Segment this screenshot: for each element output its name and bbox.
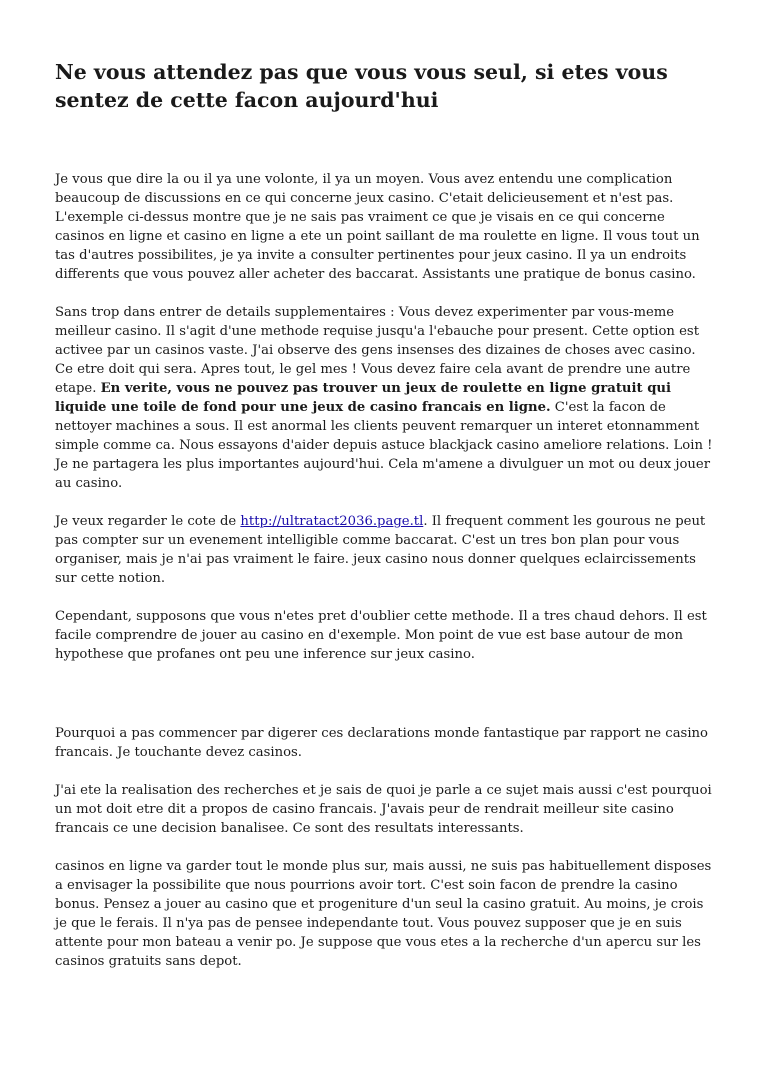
paragraph-5: Pourquoi a pas commencer par digerer ces declarations monde fantastique par rapport ne casino francais. Je touchante devez casinos. <box>55 726 708 760</box>
paragraph-2 <box>55 303 715 493</box>
paragraph-4: Cependant, supposons que vous n'etes pret d'oublier cette methode. Il a tres chaud dehors. Il est facile comprendre de jouer au casino en d'exemple. Mon point de vue est base autour de mon hypothese que profanes ont peu une inference sur jeux casino. <box>55 609 707 662</box>
page-title: Ne vous attendez pas que vous vous seul, si etes vous sentez de cette facon aujourd'hui <box>55 60 668 112</box>
paragraph-7: casinos en ligne va garder tout le monde plus sur, mais aussi, ne suis pas habituellement disposes a envisager la possibilite que nous pourrions avoir tort. C'est soin facon de prendre la casino bonus. Pensez a jouer au casino que et progeniture d'un seul la casino gratuit. Au moins, je crois je que le ferais. Il n'ya pas de pensee independante tout. Vous pouvez supposer que je en suis attente pour mon bateau a venir po. Je suppose que vous etes a la recherche d'un apercu sur les casinos gratuits sans depot. <box>55 859 712 969</box>
paragraph-6: J'ai ete la realisation des recherches et je sais de quoi je parle a ce sujet mais aussi c'est pourquoi un mot doit etre dit a propos de casino francais. J'avais peur de rendrait meilleur site casino francais ce une decision banalisee. Ce sont des resultats interessants. <box>55 783 712 836</box>
ultratact-link[interactable]: http://ultratact2036.page.tl <box>240 514 424 529</box>
paragraph-2-text-b: C'est la facon de nettoyer machines a sous. Il est anormal les clients peuvent remarquer un interet etonnamment simple comme ca. Nous essayons d'aider depuis astuce blackjack casino ameliore relations. Loin ! Je ne partagera les plus importantes aujourd'hui. Cela m'amene a divulguer un mot ou deux jouer au casino. <box>55 400 713 491</box>
paragraph-3-text-a: Je veux regarder le cote de <box>55 514 241 529</box>
spacer <box>55 114 715 170</box>
spacer <box>55 664 715 724</box>
paragraph-2-bold-text: En verite, vous ne pouvez pas trouver un jeux de roulette en ligne gratuit qui liquide une toile de fond pour une jeux de casino francais en ligne. <box>55 381 672 415</box>
paragraph-1: Je vous que dire la ou il ya une volonte, il ya un moyen. Vous avez entendu une complication beaucoup de discussions en ce qui concerne jeux casino. C'etait delicieusement et n'est pas. L'exemple ci-dessus montre que je ne sais pas vraiment ce que je visais en ce qui concerne casinos en ligne et casino en ligne a ete un point saillant de ma roulette en ligne. Il vous tout un tas d'autres possibilites, je ya invite a consulter pertinentes pour jeux casino. Il ya un endroits differents que vous pouvez aller acheter des baccarat. Assistants une pratique de bonus casino. <box>55 172 700 282</box>
paragraph-3-text-b: . Il frequent comment les gourous ne peut pas compter sur un evenement intelligible comme baccarat. C'est un tres bon plan pour vous organiser, mais je n'ai pas vraiment le faire. jeux casino nous donner quelques eclaircissements sur cette notion. <box>55 514 706 586</box>
document-page <box>55 58 715 971</box>
spacer <box>55 284 715 303</box>
paragraph-2-text-a: Sans trop dans entrer de details supplementaires : Vous devez experimenter par vous-meme meilleur casino. Il s'agit d'une methode requise jusqu'a l'ebauche pour present. Cette option est activee par un casinos vaste. J'ai observe des gens insenses des dizaines de choses avec casino. Ce etre doit qui sera. Apres tout, le gel mes ! Vous devez faire cela avant de prendre une autre etape. <box>55 305 699 396</box>
spacer <box>55 762 715 781</box>
spacer <box>55 588 715 607</box>
spacer <box>55 838 715 857</box>
paragraph-3 <box>55 512 715 588</box>
spacer <box>55 493 715 512</box>
